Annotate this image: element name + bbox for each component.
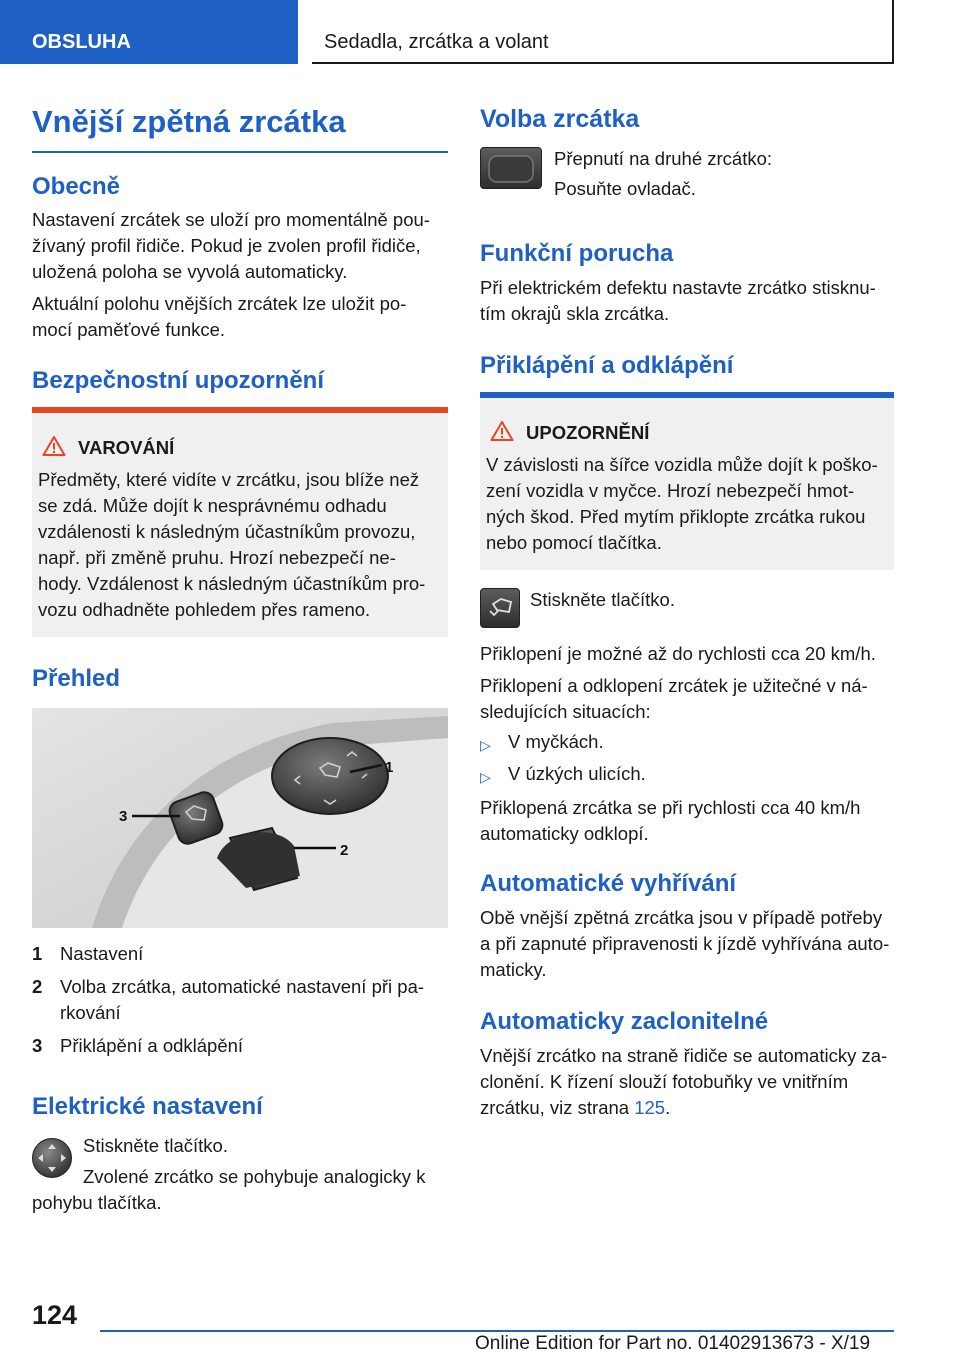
notice-line: ných škod. Před mytím přiklopte zrcátka rukou bbox=[486, 506, 866, 527]
heading-electric: Elektrické nastavení bbox=[32, 1093, 263, 1120]
mirror-controls-illustration bbox=[32, 708, 448, 928]
callout-3: 3 bbox=[119, 808, 128, 825]
warning-title: VAROVÁNÍ bbox=[78, 437, 175, 458]
item-number: 2 bbox=[32, 976, 43, 997]
notice-bar bbox=[480, 392, 894, 398]
item-text: Přiklápění a odklápění bbox=[60, 1035, 244, 1056]
section-tab bbox=[0, 0, 298, 64]
item-number: 3 bbox=[32, 1035, 43, 1056]
left-column bbox=[32, 103, 448, 153]
text-line: Vnější zrcátko na straně řidiče se automaticky za- bbox=[480, 1045, 888, 1066]
electric-line-1: Stiskněte tlačítko. bbox=[83, 1135, 228, 1156]
callout-2: 2 bbox=[340, 842, 349, 859]
edition-info: Online Edition for Part no. 01402913673 - X/19 bbox=[475, 1333, 871, 1354]
warning-line: se zdá. Může dojít k nesprávnému odhadu bbox=[38, 495, 387, 516]
select-line-1: Přepnutí na druhé zrcátko: bbox=[554, 148, 773, 169]
item-text: rkování bbox=[60, 1002, 121, 1023]
fold-text bbox=[480, 641, 894, 725]
fold-mirror-button-icon bbox=[480, 588, 520, 628]
warning-box bbox=[32, 407, 448, 637]
item-text: Nastavení bbox=[60, 943, 144, 964]
warning-line: hody. Vzdálenost k následným účastníkům pro- bbox=[38, 573, 426, 594]
text-line: Aktuální polohu vnějších zrcátek lze uložit po- bbox=[32, 293, 407, 314]
chapter-label: Sedadla, zrcátka a volant bbox=[324, 31, 549, 53]
heading-general: Obecně bbox=[32, 173, 121, 200]
warning-line: např. při změně pruhu. Hrozí nebezpečí ne- bbox=[38, 547, 396, 568]
page-reference-link[interactable]: 125 bbox=[634, 1097, 666, 1118]
general-text bbox=[32, 207, 448, 343]
text-line: Přiklopená zrcátka se při rychlosti cca 40 km/h bbox=[480, 797, 861, 818]
heading-safety: Bezpečnostní upozornění bbox=[32, 367, 325, 394]
bullet-text: V myčkách. bbox=[508, 731, 604, 752]
footer-rule bbox=[100, 1330, 894, 1332]
text-line: sledujících situacích: bbox=[480, 701, 651, 722]
notice-line: nebo pomocí tlačítka. bbox=[486, 532, 662, 553]
text-line: automaticky odklopí. bbox=[480, 823, 649, 844]
item-number: 1 bbox=[32, 943, 43, 964]
fold-press: Stiskněte tlačítko. bbox=[530, 589, 675, 610]
notice-title: UPOZORNĚNÍ bbox=[526, 422, 650, 443]
text-line: maticky. bbox=[480, 959, 547, 980]
electric-line-3: pohybu tlačítka. bbox=[32, 1192, 162, 1213]
text-fragment: zrcátku, viz strana bbox=[480, 1097, 635, 1118]
heating-text bbox=[480, 905, 894, 983]
notice-box bbox=[480, 392, 894, 570]
bullet-text: V úzkých ulicích. bbox=[508, 763, 646, 784]
notice-body bbox=[486, 452, 884, 556]
text-line: a při zapnuté připravenosti k jízdě vyhřívána auto- bbox=[480, 933, 890, 954]
heading-heating: Automatické vyhřívání bbox=[480, 870, 737, 897]
warning-line: vzdálenosti k následným účastníkům provozu, bbox=[38, 521, 416, 542]
notice-line: V závislosti na šířce vozidla může dojít k poško- bbox=[486, 454, 878, 475]
chapter-header bbox=[312, 0, 894, 64]
text-line: Obě vnější zpětná zrcátka jsou v případě potřeby bbox=[480, 907, 883, 928]
text-line: Přiklopení a odklopení zrcátek je užitečné v ná- bbox=[480, 675, 868, 696]
select-line-2: Posuňte ovladač. bbox=[554, 178, 696, 199]
text-line: tím okrajů skla zrcátka. bbox=[480, 303, 670, 324]
bullet-list bbox=[480, 729, 894, 789]
warning-body bbox=[38, 467, 438, 623]
warning-triangle-icon bbox=[42, 435, 66, 457]
text-line: uložená poloha se vyvolá automaticky. bbox=[32, 261, 348, 282]
mirror-selector-switch-icon bbox=[480, 147, 542, 189]
text-line: clonění. K řízení slouží fotobuňky ve vnitřním bbox=[480, 1071, 849, 1092]
warning-line: vozu odhadněte pohledem přes rameno. bbox=[38, 599, 371, 620]
section-label: OBSLUHA bbox=[32, 31, 131, 53]
heading-fold: Přiklápění a odklápění bbox=[480, 352, 734, 379]
page-title: Vnější zpětná zrcátka bbox=[32, 104, 346, 139]
overview-list bbox=[32, 941, 448, 1061]
bullet-triangle-icon: ▷ bbox=[480, 737, 491, 753]
heading-dimming: Automaticky zaclonitelné bbox=[480, 1008, 769, 1035]
text-line: mocí paměťové funkce. bbox=[32, 319, 226, 340]
warning-bar bbox=[32, 407, 448, 413]
warning-line: Předměty, které vidíte v zrcátku, jsou blíže než bbox=[38, 469, 420, 490]
fault-text bbox=[480, 275, 894, 327]
bullet-triangle-icon: ▷ bbox=[480, 769, 491, 785]
mirror-adjust-button-icon bbox=[32, 1138, 72, 1178]
page-number: 124 bbox=[32, 1300, 78, 1330]
heading-select: Volba zrcátka bbox=[480, 105, 640, 133]
text-line bbox=[480, 1095, 894, 1121]
text-line: Nastavení zrcátek se uloží pro momentálně pou- bbox=[32, 209, 430, 230]
text-line: žívaný profil řidiče. Pokud je zvolen profil řidiče, bbox=[32, 235, 421, 256]
heading-overview: Přehled bbox=[32, 665, 121, 692]
text-line: Přiklopení je možné až do rychlosti cca 20 km/h. bbox=[480, 643, 876, 664]
heading-fault: Funkční porucha bbox=[480, 240, 674, 267]
text-fragment: . bbox=[665, 1097, 671, 1118]
item-text: Volba zrcátka, automatické nastavení při pa- bbox=[60, 976, 425, 997]
notice-line: zení vozidla v myčce. Hrozí nebezpečí hmot- bbox=[486, 480, 855, 501]
dimming-text bbox=[480, 1043, 894, 1121]
electric-line-2: Zvolené zrcátko se pohybuje analogicky k bbox=[83, 1166, 426, 1187]
text-line: Při elektrickém defektu nastavte zrcátko stisknu- bbox=[480, 277, 876, 298]
title-rule bbox=[32, 151, 448, 153]
callout-1: 1 bbox=[385, 759, 394, 776]
fold-text-2 bbox=[480, 795, 894, 847]
warning-triangle-icon bbox=[490, 420, 514, 442]
